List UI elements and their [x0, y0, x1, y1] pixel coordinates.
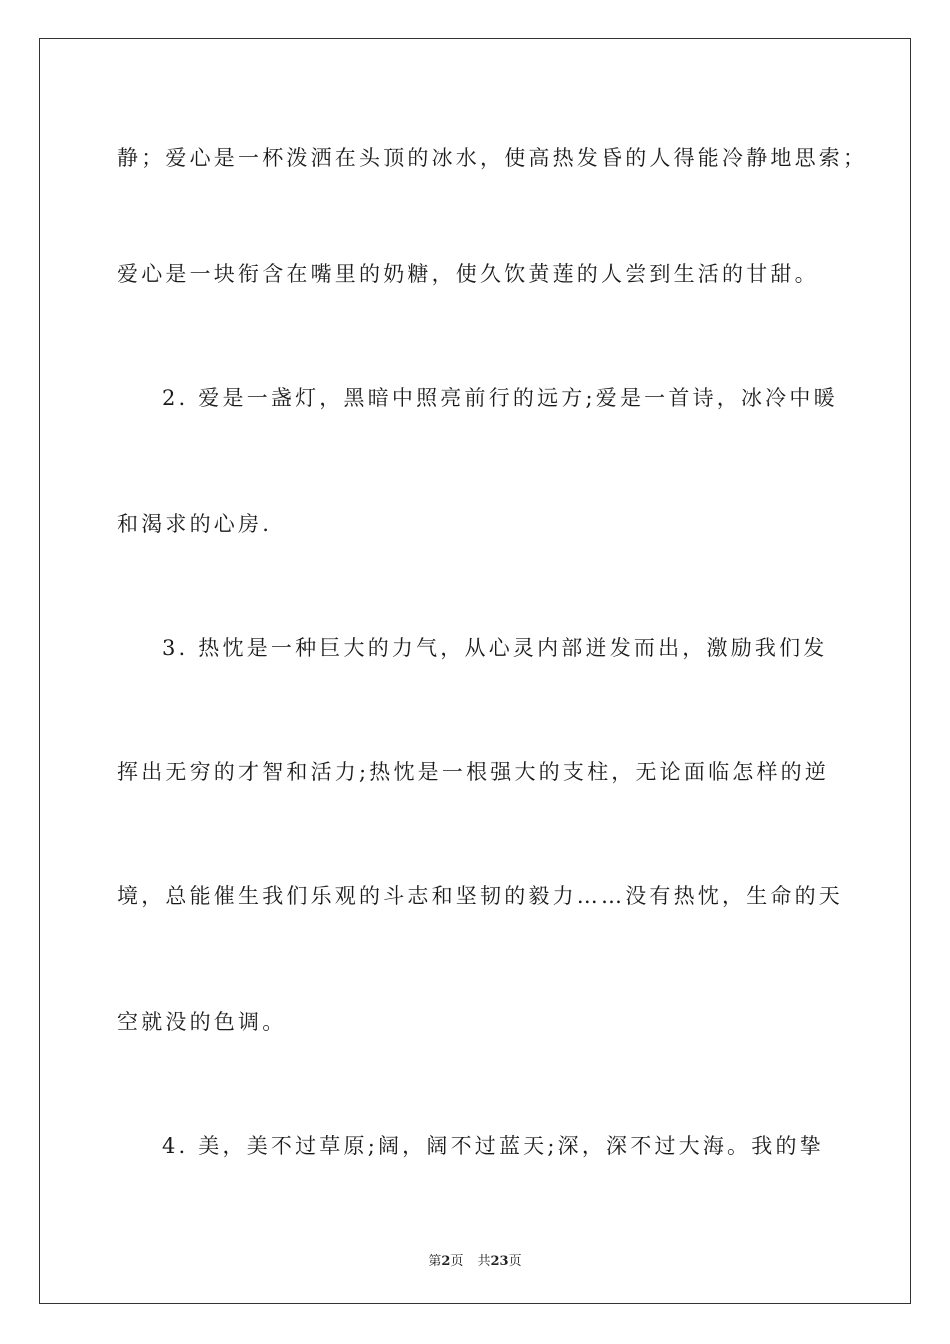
text-line-7: 境，总能催生我们乐观的斗志和坚韧的毅力……没有热忱，生命的天: [117, 884, 843, 908]
page-prefix: 第: [428, 1254, 442, 1269]
page-footer: [0, 1250, 950, 1269]
page-frame: [39, 38, 911, 1304]
text-line-4: 和渴求的心房.: [117, 512, 273, 536]
text-line-2: 爱心是一块衔含在嘴里的奶糖，使久饮黄莲的人尝到生活的甘甜。: [117, 262, 819, 286]
total-prefix: 共: [477, 1254, 491, 1269]
text-line-3: 2. 爱是一盏灯，黑暗中照亮前行的远方;爱是一首诗，冰冷中暖: [162, 386, 838, 410]
text-line-6: 挥出无穷的才智和活力;热忱是一根强大的支柱，无论面临怎样的逆: [117, 760, 830, 784]
page-total: 23: [490, 1254, 509, 1269]
text-line-5: 3. 热忱是一种巨大的力气，从心灵内部迸发而出，激励我们发: [162, 636, 828, 660]
text-line-1: 静；爱心是一杯泼洒在头顶的冰水，使高热发昏的人得能冷静地思索；: [117, 146, 868, 170]
page-unit: 页: [450, 1254, 464, 1269]
text-line-9: 4. 美，美不过草原;阔，阔不过蓝天;深，深不过大海。我的挚: [162, 1134, 824, 1158]
total-unit: 页: [508, 1254, 522, 1269]
text-line-8: 空就没的色调。: [117, 1010, 287, 1034]
page-current: 2: [441, 1254, 451, 1269]
